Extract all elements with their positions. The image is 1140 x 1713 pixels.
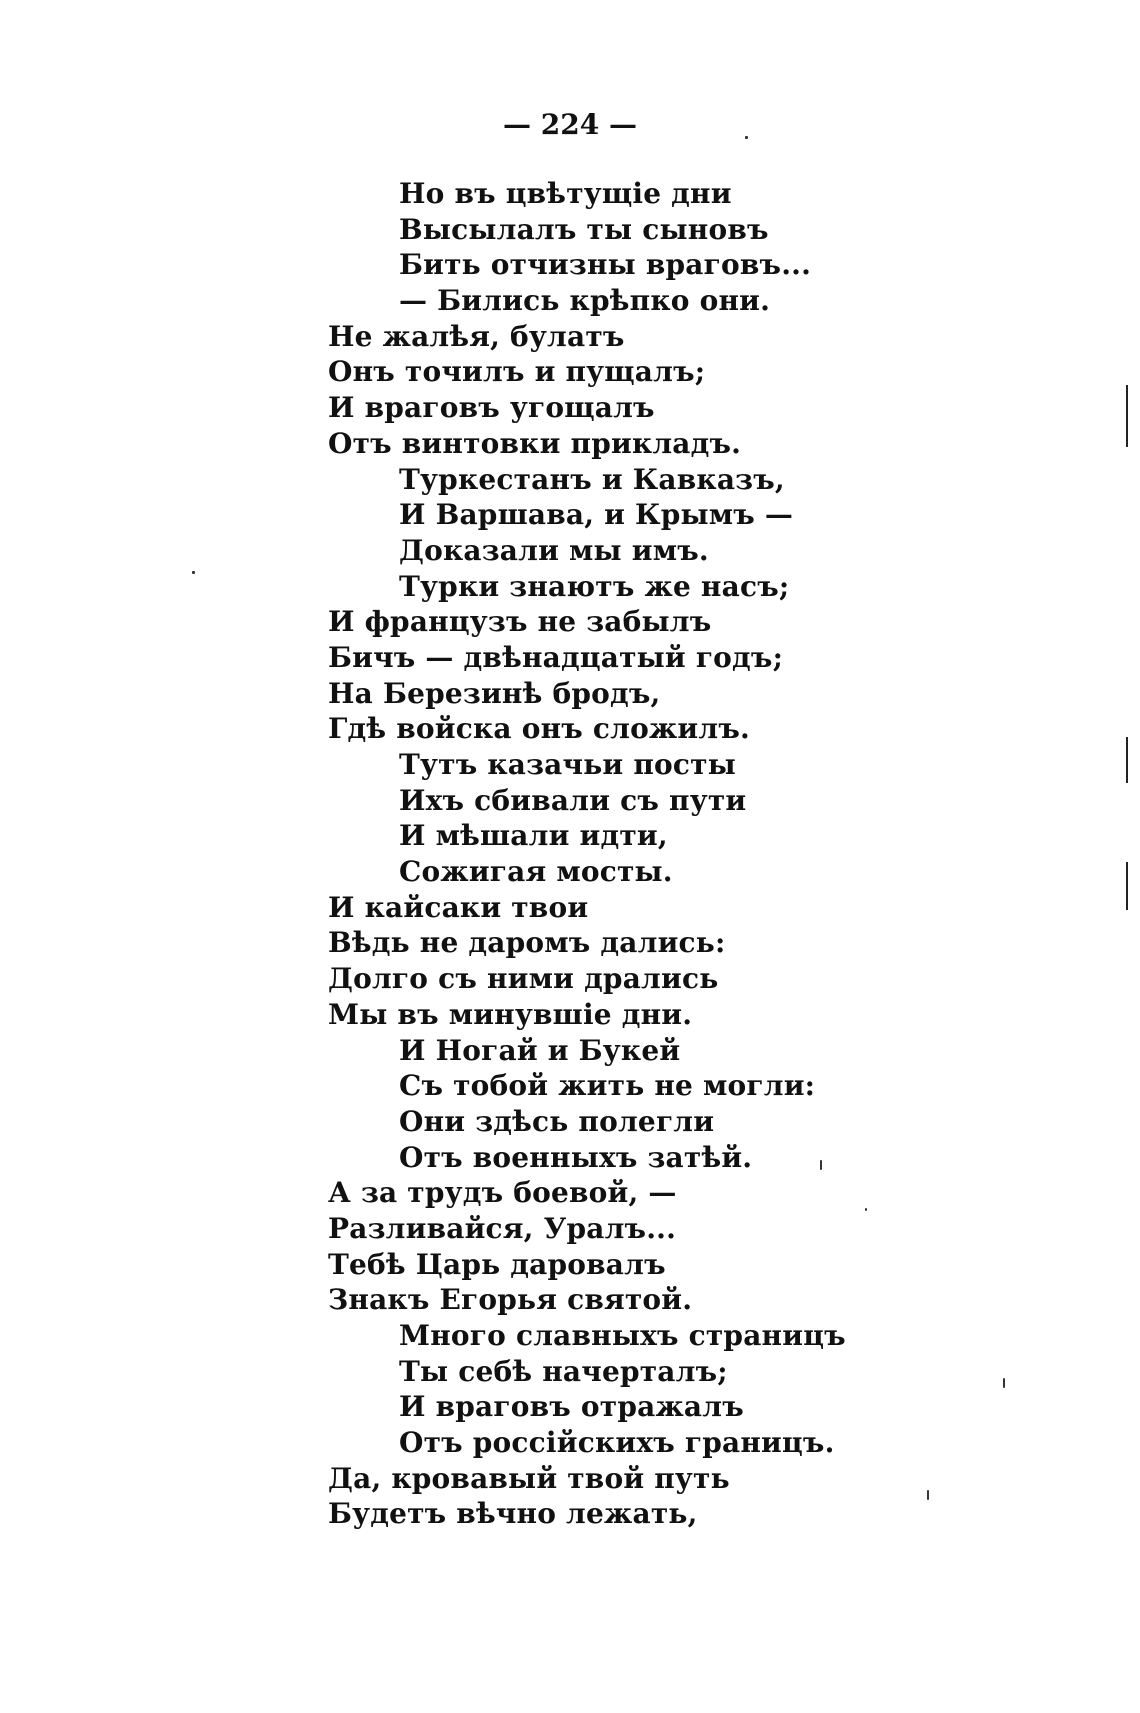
poem-line: Будетъ вѣчно лежать, (328, 1497, 698, 1531)
poem-line: Ихъ сбивали съ пути (399, 783, 747, 817)
poem-line: Отъ военныхъ затѣй. (399, 1140, 753, 1174)
poem-line: Высылалъ ты сыновъ (399, 212, 769, 246)
scan-speck (192, 571, 195, 574)
poem-line: Отъ россійскихъ границъ. (399, 1426, 835, 1460)
poem-line: И враговъ угощалъ (328, 391, 655, 425)
scan-edge-mark (1126, 385, 1128, 447)
poem-line: Мы въ минувшіе дни. (328, 997, 693, 1031)
scan-speck (927, 1490, 929, 1500)
poem-line: Турки знаютъ же насъ; (399, 569, 790, 603)
poem-text (328, 176, 846, 1532)
scan-edge-mark (1126, 737, 1128, 783)
scan-edge-mark (1126, 862, 1128, 910)
poem-line: А за трудъ боевой, — (328, 1176, 677, 1210)
poem-line: Не жалѣя, булатъ (328, 319, 625, 353)
scan-speck (865, 1208, 867, 1211)
poem-line: Съ тобой жить не могли: (399, 1069, 816, 1103)
poem-line: И враговъ отражалъ (399, 1390, 744, 1424)
poem-line: И Ногай и Букей (399, 1033, 681, 1067)
poem-line: Бить отчизны враговъ... (399, 248, 812, 282)
scan-speck (1003, 1378, 1005, 1388)
poem-line: Ты себѣ начерталъ; (399, 1354, 728, 1388)
poem-line: Знакъ Егорья святой. (328, 1283, 693, 1317)
poem-line: — Бились крѣпко они. (399, 284, 771, 318)
poem-line: Много славныхъ страницъ (399, 1319, 846, 1352)
scan-speck (745, 136, 748, 139)
poem-line: На Березинѣ бродъ, (328, 676, 661, 710)
poem-line: Да, кровавый твой путь (328, 1461, 730, 1495)
poem-line: Тебѣ Царь даровалъ (328, 1247, 666, 1281)
poem-line: Туркестанъ и Кавказъ, (399, 462, 785, 496)
poem-line: Онъ точилъ и пущалъ; (328, 355, 706, 389)
poem-line: Доказали мы имъ. (399, 533, 709, 567)
poem-line: Но въ цвѣтущіе дни (399, 177, 732, 210)
poem-line: Они здѣсь полегли (399, 1104, 715, 1138)
poem-line: И кайсаки твои (328, 890, 589, 924)
poem-line: И мѣшали идти, (399, 819, 668, 853)
scan-speck (820, 1160, 822, 1170)
poem-line: И Варшава, и Крымъ — (399, 498, 794, 532)
poem-line: И французъ не забылъ (328, 605, 712, 639)
poem-line: Долго съ ними дрались (328, 962, 719, 996)
poem-line: Вѣдь не даромъ дались: (328, 926, 726, 960)
poem-line: Сожигая мосты. (399, 855, 673, 889)
page-number: — 224 — (503, 108, 637, 141)
poem-line: Отъ винтовки прикладъ. (328, 426, 742, 460)
poem-line: Бичъ — двѣнадцатый годъ; (328, 640, 784, 674)
poem-line: Тутъ казачьи посты (399, 748, 736, 781)
poem-line: Гдѣ войска онъ сложилъ. (328, 712, 750, 746)
poem-line: Разливайся, Уралъ... (328, 1211, 677, 1245)
